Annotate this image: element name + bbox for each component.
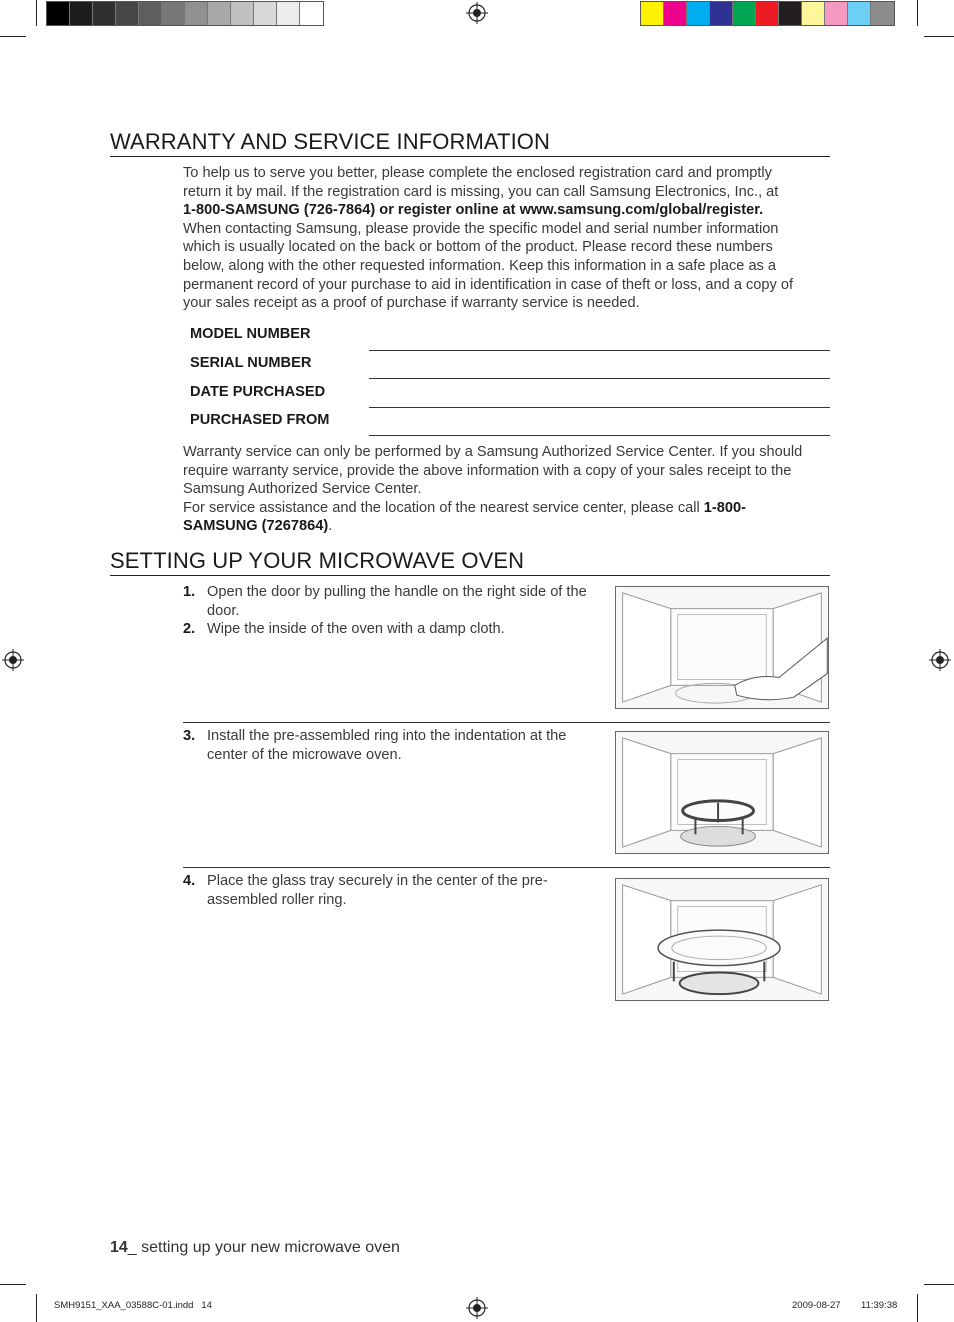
color-swatch <box>848 2 871 25</box>
color-swatch <box>825 2 848 25</box>
crop-mark <box>917 1294 918 1322</box>
page-number: 14 <box>110 1239 128 1256</box>
step-item: 4. Place the glass tray securely in the center of the pre-assembled roller ring. <box>183 873 548 908</box>
warranty-heading: WARRANTY AND SERVICE INFORMATION <box>110 129 830 157</box>
color-swatch <box>687 2 710 25</box>
serial-number-line[interactable] <box>369 378 830 379</box>
step-divider <box>183 722 830 723</box>
serial-number-label: SERIAL NUMBER <box>190 355 312 371</box>
color-swatch <box>116 2 139 25</box>
color-swatch <box>710 2 733 25</box>
step-divider <box>183 867 830 868</box>
purchased-from-label: PURCHASED FROM <box>190 412 330 428</box>
color-swatch <box>208 2 231 25</box>
crop-mark <box>924 1284 954 1285</box>
color-swatch <box>162 2 185 25</box>
warranty-intro: To help us to serve you better, please complete the enclosed registration card and promptly return it by mail. If the registration card is missing, you can call Samsung Electronics, Inc., at 1-800-SAMSUNG (726-7864) or register online at www.samsung.com/global/register. When contacting Samsung, please provide the specific model and serial number information which is usually located on the back or bottom of the product. Please record these numbers below, along with the other requested information. Keep this information in a safe place as a permanent record of your purchase to aid in identification in case of theft or loss, and a copy of your sales receipt as a proof of purchase if warranty service is needed. <box>183 165 794 312</box>
color-swatch <box>733 2 756 25</box>
color-swatch <box>185 2 208 25</box>
oven-tray-illustration <box>615 878 829 1001</box>
setup-heading: SETTING UP YOUR MICROWAVE OVEN <box>110 548 830 576</box>
step-item: 3. Install the pre-assembled ring into the indentation at the center of the microwave oven. <box>183 728 567 763</box>
model-number-label: MODEL NUMBER <box>190 326 311 342</box>
color-swatch <box>756 2 779 25</box>
purchased-from-line[interactable] <box>369 435 830 436</box>
color-swatch <box>871 2 894 25</box>
registration-target-icon <box>929 649 951 671</box>
step-item: 2. Wipe the inside of the oven with a damp cloth. <box>183 621 505 637</box>
color-swatch <box>70 2 93 25</box>
color-swatch <box>277 2 300 25</box>
color-swatch <box>300 2 323 25</box>
color-swatch <box>139 2 162 25</box>
registration-target-icon <box>2 649 24 671</box>
color-swatch <box>93 2 116 25</box>
color-swatch <box>47 2 70 25</box>
step-item: 1. Open the door by pulling the handle on the right side of the door. <box>183 584 587 619</box>
process-color-bar <box>640 1 895 26</box>
crop-mark <box>36 0 37 26</box>
color-swatch <box>802 2 825 25</box>
date-purchased-line[interactable] <box>369 407 830 408</box>
oven-wipe-illustration <box>615 586 829 709</box>
color-swatch <box>641 2 664 25</box>
registration-contact: 1-800-SAMSUNG (726-7864) or register online at www.samsung.com/global/register. <box>183 202 764 219</box>
color-swatch <box>779 2 802 25</box>
print-slug-file: SMH9151_XAA_03588C-01.indd 14 <box>54 1300 212 1311</box>
date-purchased-label: DATE PURCHASED <box>190 384 326 400</box>
crop-mark <box>917 0 918 26</box>
color-swatch <box>231 2 254 25</box>
model-number-line[interactable] <box>369 350 830 351</box>
color-swatch <box>664 2 687 25</box>
print-slug-date: 2009-08-27 <box>792 1300 841 1311</box>
crop-mark <box>0 1284 26 1285</box>
registration-target-icon <box>466 1297 488 1319</box>
warranty-service-info: Warranty service can only be performed by a Samsung Authorized Service Center. If you should require warranty service, provide the above information with a copy of your sales receipt to the Samsung Authorized Service Center. For service assistance and the location of the nearest service center, please call 1-800- SAMSUNG (7267864). <box>183 444 803 535</box>
crop-mark <box>0 36 26 37</box>
gray-color-bar <box>46 1 324 26</box>
page-footer: 14_ setting up your new microwave oven <box>110 1239 400 1256</box>
oven-ring-illustration <box>615 731 829 854</box>
color-swatch <box>254 2 277 25</box>
crop-mark <box>924 36 954 37</box>
print-slug-time: 11:39:38 <box>861 1300 898 1311</box>
crop-mark <box>36 1294 37 1322</box>
registration-target-icon <box>466 2 488 24</box>
